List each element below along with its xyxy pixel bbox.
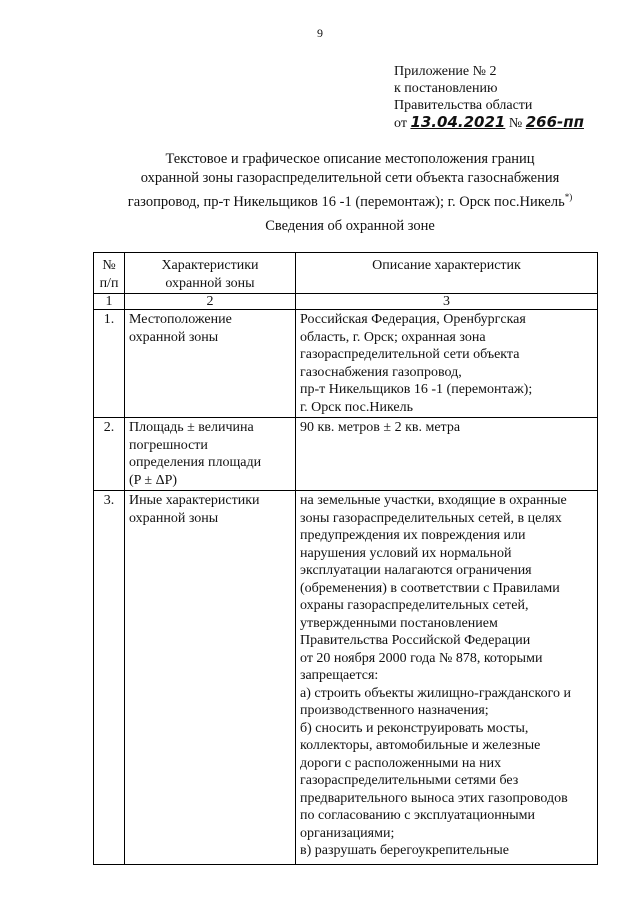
row-description [296,491,598,865]
title-line-3 [0,188,640,212]
characteristic-line: (P ± ΔP) [129,472,178,488]
title-line-2: охранной зоны газораспределительной сети объекта газоснабжения [140,170,560,186]
column-number: 2 [125,294,296,310]
characteristic-line: погрешности [129,437,208,453]
table-row [94,418,598,491]
description-line: газораспределительными сетями без [300,773,519,788]
appendix-line-3: Правительства области [394,98,533,113]
characteristic-line: охранной зоны [129,510,219,526]
description-line: эксплуатации налагаются ограничения [300,563,532,578]
description-line: производственного назначения; [300,703,489,718]
description-line: (обременения) в соответствии с Правилами [300,580,560,596]
description-line: от 20 ноября 2000 года № 878, которыми [300,650,543,666]
description-line: утвержденными постановлением [300,615,498,631]
zone-table [93,252,598,865]
characteristic-line: Иные характеристики [129,493,260,508]
column-number: 3 [296,294,598,310]
description-line: 90 кв. метров ± 2 кв. метра [300,420,461,435]
header-description: Описание характеристик [296,253,598,294]
description-line: зоны газораспределительных сетей, в целях [300,510,562,526]
description-line: на земельные участки, входящие в охранные [300,493,567,508]
header-characteristics [125,253,296,294]
description-line: в) разрушать берегоукрепительные [300,843,510,858]
handwritten-number: 266-пп [525,113,584,131]
row-description [296,418,598,491]
title-line-3-text: газопровод, пр-т Никельщиков 16 -1 (перемонтаж); г. Орск пос.Никель [127,193,565,210]
description-line: область, г. Орск; охранная зона [300,329,486,345]
header-num [94,253,125,294]
header-line: № [102,258,116,273]
description-line: а) строить объекты жилищно-гражданского и [300,685,571,701]
description-line: г. Орск пос.Никель [300,399,413,415]
description-line: дороги с расположенными на них [300,755,502,771]
description-line: предварительного выноса этих газопроводов [300,790,568,806]
header-line: п/п [99,275,119,291]
row-characteristic [125,418,296,491]
appendix-line-1: Приложение № 2 [394,64,497,79]
characteristic-line: охранной зоны [129,329,219,345]
row-characteristic [125,310,296,418]
row-description [296,310,598,418]
description-line: по согласованию с эксплуатационными [300,808,535,823]
table-row [94,310,598,418]
description-line: коллекторы, автомобильные и железные [300,738,541,753]
handwritten-date: 13.04.2021 [410,113,506,131]
description-line: газораспределительной сети объекта [300,347,520,362]
appendix-block [394,63,584,132]
row-characteristic [125,491,296,865]
description-line: Правительства Российской Федерации [300,633,531,648]
description-line: газоснабжения газопровод, [300,364,462,380]
column-numbers-row [94,294,598,310]
title-line-1: Текстовое и графическое описание местоположения границ [165,151,535,167]
section-subtitle: Сведения об охранной зоне [265,218,435,234]
appendix-date-line [394,114,584,132]
characteristic-line: Местоположение [129,312,232,327]
header-line: Характеристики [161,258,259,273]
description-line: пр-т Никельщиков 16 -1 (перемонтаж); [300,382,533,397]
footnote-mark: *) [564,192,573,202]
description-line: Российская Федерация, Оренбургская [300,312,526,327]
row-number: 2. [94,418,125,491]
number-prefix: № [508,116,523,131]
table-header-row [94,253,598,294]
date-prefix: от [394,116,407,131]
document-title [0,150,640,212]
page-number: 9 [317,26,323,40]
description-line: охраны газораспределительных сетей, [300,598,529,613]
appendix-line-2: к постановлению [394,81,498,96]
row-number: 3. [94,491,125,865]
characteristic-line: определения площади [129,455,262,470]
description-line: предупреждения их повреждения или [300,528,526,543]
table-row [94,491,598,865]
description-line: запрещается: [300,668,379,683]
description-line: б) сносить и реконструировать мосты, [300,720,529,736]
column-number: 1 [94,294,125,310]
row-number: 1. [94,310,125,418]
characteristic-line: Площадь ± величина [129,420,254,435]
description-line: нарушения условий их нормальной [300,545,512,561]
header-line: охранной зоны [165,275,255,291]
description-line: организациями; [300,825,395,841]
